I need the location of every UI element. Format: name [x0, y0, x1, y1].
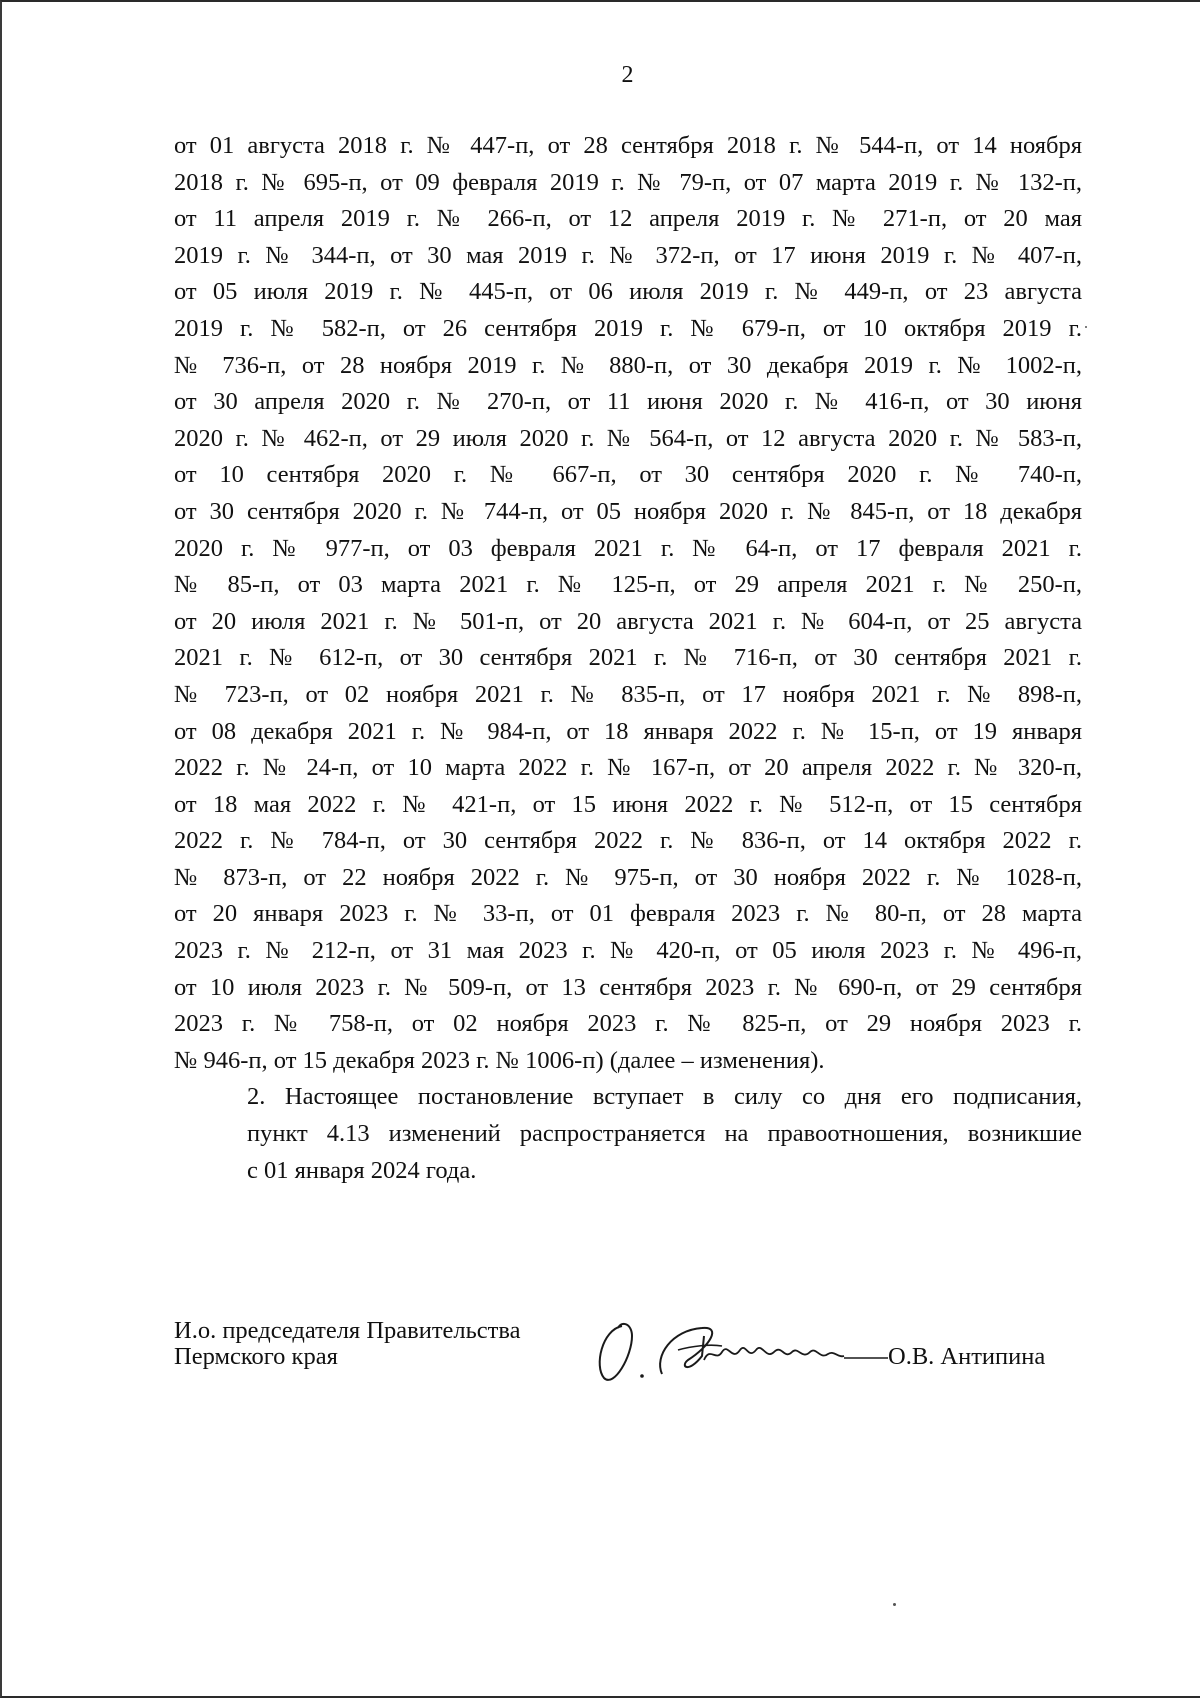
scan-speck — [1085, 326, 1087, 328]
text-line: от 08 декабря 2021 г. № 984-п, от 18 января 2022 г. № 15-п, от 19 января — [174, 717, 1082, 745]
text-line: от 01 августа 2018 г. № 447-п, от 28 сентября 2018 г. № 544-п, от 14 ноября — [174, 132, 1082, 159]
text-line: от 11 апреля 2019 г. № 266-п, от 12 апреля 2019 г. № 271-п, от 20 мая — [174, 205, 1082, 233]
signatory-position-line1: И.о. председателя Правительства — [174, 1317, 521, 1344]
text-line: от 20 июля 2021 г. № 501-п, от 20 августа 2021 г. № 604-п, от 25 августа — [174, 607, 1082, 635]
text-line: от 05 июля 2019 г. № 445-п, от 06 июля 2019 г. № 449-п, от 23 августа — [174, 278, 1082, 306]
text-line: 2022 г. № 24-п, от 10 марта 2022 г. № 167-п, от 20 апреля 2022 г. № 320-п, — [174, 754, 1082, 782]
page-number: 2 — [621, 62, 634, 88]
text-line: с 01 января 2024 года. — [247, 1156, 477, 1184]
text-line: 2. Настоящее постановление вступает в силу со дня его подписания, — [247, 1083, 1082, 1111]
text-line: № 873-п, от 22 ноября 2022 г. № 975-п, от 30 ноября 2022 г. № 1028-п, — [174, 863, 1082, 891]
text-line: 2020 г. № 977-п, от 03 февраля 2021 г. № 64-п, от 17 февраля 2021 г. — [174, 534, 1082, 562]
text-line: № 946-п, от 15 декабря 2023 г. № 1006-п) (далее – изменения). — [174, 1046, 825, 1074]
text-line: 2021 г. № 612-п, от 30 сентября 2021 г. № 716-п, от 30 сентября 2021 г. — [174, 644, 1082, 672]
text-line: 2022 г. № 784-п, от 30 сентября 2022 г. № 836-п, от 14 октября 2022 г. — [174, 827, 1082, 855]
text-line: 2023 г. № 758-п, от 02 ноября 2023 г. № 825-п, от 29 ноября 2023 г. — [174, 1010, 1082, 1038]
paragraph-effective-date — [174, 1079, 1082, 1189]
text-line: пункт 4.13 изменений распространяется на правоотношения, возникшие — [247, 1120, 1082, 1148]
handwritten-signature — [592, 1316, 912, 1386]
text-line: № 736-п, от 28 ноября 2019 г. № 880-п, от 30 декабря 2019 г. № 1002-п, — [174, 351, 1082, 379]
paragraph-amendments-list — [174, 128, 1082, 1079]
text-line: 2019 г. № 582-п, от 26 сентября 2019 г. № 679-п, от 10 октября 2019 г. — [174, 314, 1082, 342]
text-line: от 18 мая 2022 г. № 421-п, от 15 июня 2022 г. № 512-п, от 15 сентября — [174, 790, 1082, 818]
text-line: № 723-п, от 02 ноября 2021 г. № 835-п, от 17 ноября 2021 г. № 898-п, — [174, 680, 1082, 708]
signatory-position-line2: Пермского края — [174, 1343, 338, 1370]
text-line: от 10 июля 2023 г. № 509-п, от 13 сентября 2023 г. № 690-п, от 29 сентября — [174, 973, 1082, 1001]
text-line: от 10 сентября 2020 г. № 667-п, от 30 сентября 2020 г. № 740-п, — [174, 461, 1082, 489]
text-line: 2023 г. № 212-п, от 31 мая 2023 г. № 420-п, от 05 июля 2023 г. № 496-п, — [174, 937, 1082, 965]
scan-speck — [893, 1603, 896, 1606]
document-body — [174, 128, 1082, 1189]
text-line: № 85-п, от 03 марта 2021 г. № 125-п, от 29 апреля 2021 г. № 250-п, — [174, 571, 1082, 599]
text-line: 2019 г. № 344-п, от 30 мая 2019 г. № 372-п, от 17 июня 2019 г. № 407-п, — [174, 241, 1082, 269]
signatory-position — [174, 1318, 521, 1370]
signatory-name: О.В. Антипина — [888, 1343, 1046, 1370]
text-line: от 20 января 2023 г. № 33-п, от 01 февраля 2023 г. № 80-п, от 28 марта — [174, 900, 1082, 928]
text-line: от 30 сентября 2020 г. № 744-п, от 05 ноября 2020 г. № 845-п, от 18 декабря — [174, 497, 1082, 525]
text-line: 2018 г. № 695-п, от 09 февраля 2019 г. № 79-п, от 07 марта 2019 г. № 132-п, — [174, 168, 1082, 196]
text-line: 2020 г. № 462-п, от 29 июля 2020 г. № 564-п, от 12 августа 2020 г. № 583-п, — [174, 424, 1082, 452]
text-line: от 30 апреля 2020 г. № 270-п, от 11 июня 2020 г. № 416-п, от 30 июня — [174, 388, 1082, 416]
